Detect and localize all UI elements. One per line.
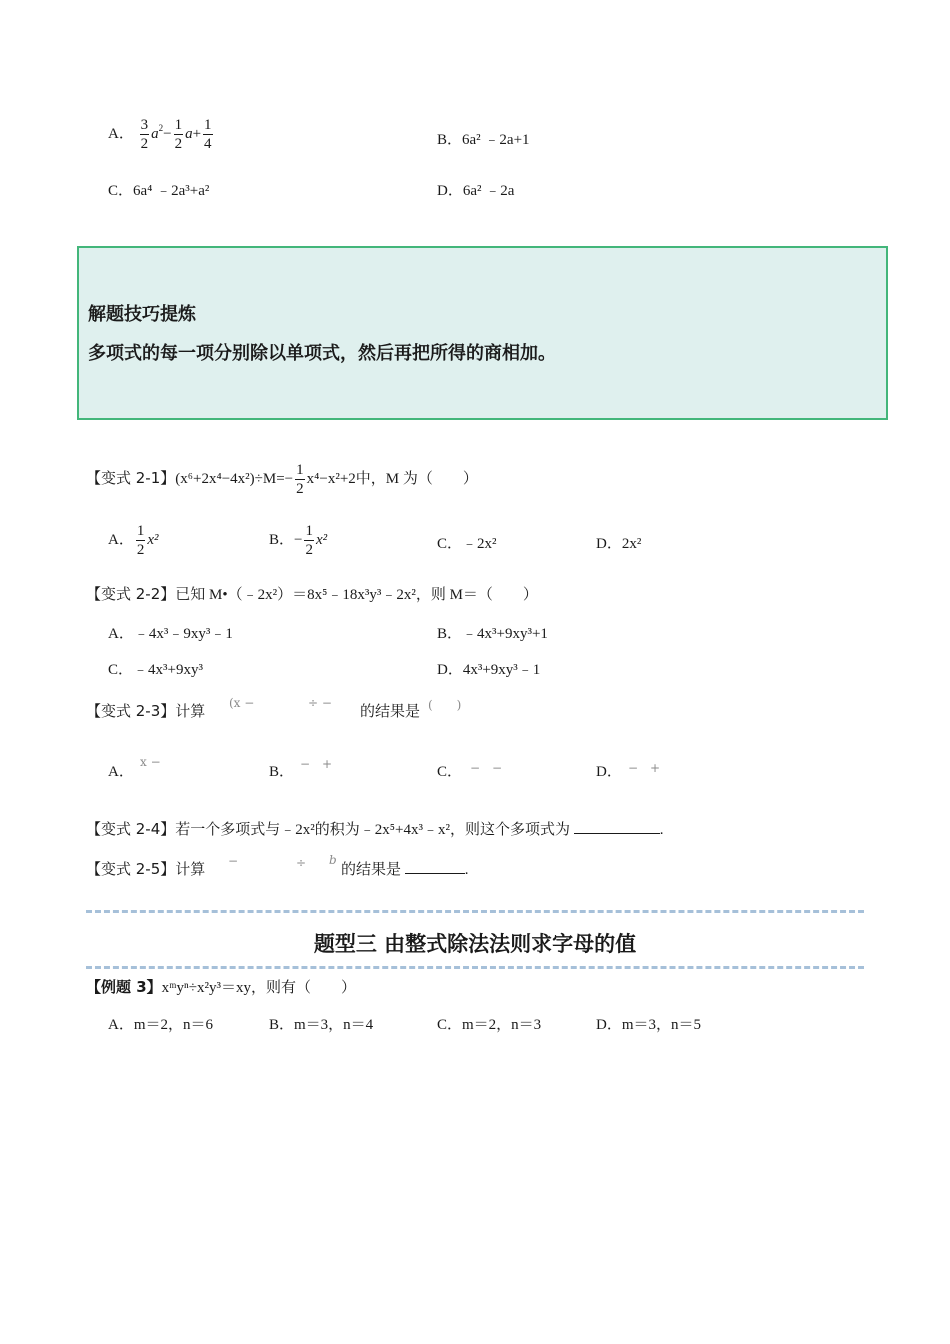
question-stem: 计算 — [175, 704, 206, 720]
v23-option-b-fragment: − + — [300, 757, 333, 771]
option-letter: B． — [437, 132, 463, 148]
denominator: 2 — [136, 542, 145, 558]
ex3-option-d[interactable] — [596, 1013, 701, 1034]
v23-formula-fragment-2: ÷ − — [308, 696, 332, 710]
variable: a — [185, 125, 193, 142]
v25-formula-fragment-2: ÷ — [296, 856, 307, 870]
section-title: 题型三 由整式除法法则求字母的值 — [313, 932, 637, 956]
option-letter: B． — [269, 764, 295, 780]
question-v24 — [86, 818, 663, 839]
fraction — [304, 522, 314, 559]
numerator: 1 — [296, 462, 304, 478]
prev-option-b[interactable] — [437, 128, 530, 149]
option-letter: A． — [108, 626, 134, 642]
prev-option-d[interactable] — [437, 179, 514, 200]
option-text: 4x³+9xy³﹣1 — [462, 662, 541, 678]
question-stem: xᵐyⁿ÷x²y³＝xy，则有（ ） — [161, 980, 356, 996]
question-stem-tail: 的结果是 — [341, 862, 402, 878]
v23-option-c-fragment: − − — [470, 761, 503, 775]
tip-box — [77, 246, 888, 420]
question-v25 — [86, 858, 205, 879]
question-ex3 — [86, 976, 356, 997]
prev-option-a[interactable] — [108, 116, 215, 153]
numerator: 1 — [136, 523, 145, 539]
section-divider-bottom — [86, 966, 864, 969]
exponent: 2 — [158, 122, 164, 133]
period: . — [659, 822, 664, 838]
sign: − — [294, 531, 303, 548]
denominator: 2 — [140, 136, 149, 152]
question-label: 【变式 2-1】 — [86, 468, 176, 487]
option-letter: D． — [437, 183, 463, 199]
v23-option-c[interactable] — [437, 760, 462, 781]
option-letter: D． — [596, 764, 622, 780]
question-label: 【变式 2-2】 — [86, 585, 176, 603]
fraction — [136, 522, 146, 559]
numerator: 1 — [305, 523, 313, 539]
fraction — [203, 116, 213, 153]
v21-option-b[interactable] — [269, 522, 327, 559]
option-letter: B． — [269, 1017, 295, 1033]
question-stem: 若一个多项式与﹣2x²的积为﹣2x⁵+4x³﹣x²，则这个多项式为 — [175, 822, 570, 838]
v22-option-a[interactable] — [108, 622, 233, 643]
v22-option-d[interactable] — [437, 658, 540, 679]
option-text: 2x² — [621, 536, 642, 552]
numerator: 1 — [204, 117, 212, 133]
v22-option-c[interactable] — [108, 658, 203, 679]
option-text: 6a⁴ ﹣2a³+a² — [133, 183, 210, 199]
denominator: 2 — [296, 481, 304, 497]
v21-option-d[interactable] — [596, 532, 641, 553]
v25-formula-fragment-1: − — [228, 854, 239, 868]
v21-option-a[interactable] — [108, 522, 159, 559]
v23-stem-post: 的结果是 — [360, 704, 421, 720]
variable: a — [151, 125, 159, 142]
option-text: m＝2，n＝3 — [462, 1017, 542, 1033]
question-label: 【变式 2-4】 — [86, 820, 176, 838]
period: . — [464, 862, 469, 878]
option-letter: C． — [108, 662, 134, 678]
ex3-option-b[interactable] — [269, 1013, 373, 1034]
ex3-option-c[interactable] — [437, 1013, 541, 1034]
option-text: ﹣4x³+9xy³ — [133, 662, 203, 678]
v21-option-c[interactable] — [437, 532, 497, 553]
question-stem-tail: x⁴−x²+2中，M 为（ ） — [306, 470, 478, 487]
option-letter: B． — [269, 531, 295, 548]
denominator: 2 — [305, 542, 313, 558]
v23-answer-paren: ( ) — [428, 698, 462, 712]
prev-option-c[interactable] — [108, 179, 209, 200]
question-stem: 计算 — [175, 862, 206, 878]
operator: − — [163, 125, 172, 142]
v23-option-d-fragment: − + — [628, 761, 661, 775]
option-text: m＝3，n＝4 — [294, 1017, 374, 1033]
v25-stem-post — [341, 858, 469, 879]
option-text: ﹣4x³+9xy³+1 — [462, 626, 548, 642]
variable: x² — [315, 531, 328, 548]
v23-option-a[interactable] — [108, 760, 134, 781]
question-stem: (x⁶+2x⁴−4x²)÷M=− — [175, 470, 294, 487]
option-letter: C． — [437, 764, 463, 780]
v23-option-d[interactable] — [596, 760, 622, 781]
option-letter: D． — [596, 536, 622, 552]
option-letter: A． — [108, 125, 134, 142]
option-text: 6a² ﹣2a+1 — [462, 132, 530, 148]
variable: x² — [147, 531, 159, 548]
option-letter: D． — [596, 1017, 622, 1033]
question-v22 — [86, 583, 538, 604]
tip-body: 多项式的每一项分别除以单项式，然后再把所得的商相加。 — [88, 343, 556, 364]
tip-title: 解题技巧提炼 — [88, 304, 196, 325]
ex3-option-a[interactable] — [108, 1013, 213, 1034]
option-text: m＝2，n＝6 — [133, 1017, 214, 1033]
question-stem: 已知 M•（﹣2x²）＝8x⁵﹣18x³y³﹣2x²，则 M＝（ ） — [175, 587, 538, 603]
v23-option-a-fragment: x − — [140, 755, 161, 769]
numerator: 3 — [140, 117, 149, 133]
option-letter: A． — [108, 764, 134, 780]
option-letter: A． — [108, 531, 134, 548]
option-text: 6a² ﹣2a — [462, 183, 515, 199]
option-letter: B． — [437, 626, 463, 642]
denominator: 4 — [204, 136, 212, 152]
option-text: ﹣2x² — [462, 536, 497, 552]
question-label: 【变式 2-3】 — [86, 702, 176, 720]
fraction — [174, 116, 184, 153]
question-v23 — [86, 700, 205, 721]
v23-option-b[interactable] — [269, 760, 294, 781]
operator: + — [192, 125, 202, 142]
denominator: 2 — [174, 136, 183, 152]
question-v21 — [86, 461, 478, 498]
option-letter: C． — [437, 536, 463, 552]
option-letter: C． — [437, 1017, 463, 1033]
option-letter: C． — [108, 183, 134, 199]
v25-formula-fragment-3: b — [329, 853, 337, 867]
answer-blank[interactable] — [405, 873, 465, 874]
option-letter: D． — [437, 662, 463, 678]
section-divider-top — [86, 910, 864, 913]
option-text: ﹣4x³﹣9xy³﹣1 — [133, 626, 233, 642]
v23-formula-fragment-1: (x − — [229, 696, 255, 710]
fraction — [140, 116, 150, 153]
option-text: m＝3，n＝5 — [621, 1017, 702, 1033]
v22-option-b[interactable] — [437, 622, 548, 643]
numerator: 1 — [174, 117, 183, 133]
fraction — [295, 461, 305, 498]
question-label: 【例题 3】 — [86, 978, 162, 996]
question-label: 【变式 2-5】 — [86, 860, 176, 878]
answer-blank[interactable] — [574, 833, 660, 834]
option-letter: A． — [108, 1017, 134, 1033]
